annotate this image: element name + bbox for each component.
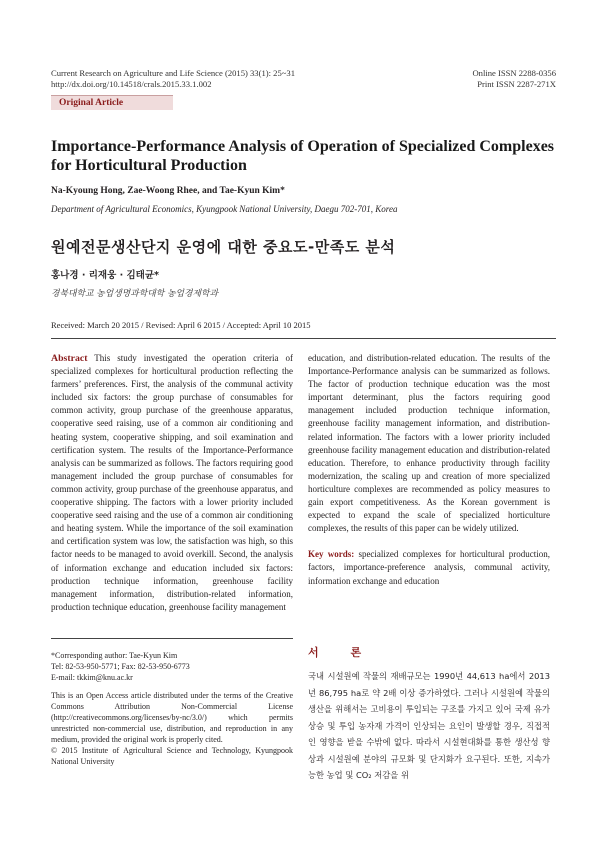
authors: Na-Kyoung Hong, Zae-Woong Rhee, and Tae-Kyun Kim* (51, 186, 285, 196)
doi-link[interactable]: http://dx.doi.org/10.14518/crals.2015.33.1.002 (51, 79, 212, 89)
korean-affiliation: 경북대학교 농업생명과학대학 농업경제학과 (51, 289, 219, 299)
license-block (51, 690, 293, 767)
abstract-label: Abstract (51, 353, 88, 364)
issn-online: Online ISSN 2288-0356 (472, 68, 556, 78)
paper-title: Importance-Performance Analysis of Operation of Specialized Complexes for Horticultural Production (51, 138, 555, 174)
submission-dates: Received: March 20 2015 / Revised: April 6 2015 / Accepted: April 10 2015 (51, 320, 311, 330)
article-type-badge: Original Article (51, 95, 173, 110)
abstract-continued-text: education, and distribution-related education. The results of the Importance-Performance analysis can be summarized as follows. The factor of production technique education was the most important determinant, plus the factors requiring good management included production technique information, greenhouse facility management information, and distribution-related information. The factors with a lower priority included greenhouse facility management education and distribution-related education. Therefore, to enhance productivity through facility modernization, the scaling up and creation of more specialized horticulture complexes are recommended as policy measures to gain export competitiveness. As the Korean government is expected to expand the scale of specialized horticulture complexes, the results of this paper can be widely utilized. (308, 353, 550, 534)
journal-citation: Current Research on Agriculture and Life Science (2015) 33(1): 25~31 (51, 68, 296, 78)
affiliation: Department of Agricultural Economics, Kyungpook National University, Daegu 702-701, Korea (51, 204, 398, 214)
license-text: This is an Open Access article distributed under the terms of the Creative Commons Attribution Non-Commercial License (http://creativecommons.org/licenses/by-nc/3.0/) which permits unrestricted non-commercial use, distribution, and reproduction in any medium, provided the original work is properly cited. (51, 691, 293, 744)
keywords-block (308, 548, 550, 587)
korean-title: 원예전문생산단지 운영에 대한 중요도-만족도 분석 (51, 238, 396, 256)
abstract-continued-block (308, 352, 550, 588)
corresponding-author-block (51, 650, 293, 683)
issn-print: Print ISSN 2287-271X (477, 79, 556, 89)
abstract-block (51, 352, 293, 614)
korean-authors: 홍나경 · 리재웅 · 김태균* (51, 270, 160, 281)
abstract-text: This study investigated the operation criteria of specialized complexes for horticultural production reflecting the farmers’ preferences. First, the analysis of the communal activity included six factors: the group purchase of consumables for common activity, group purchase of the greenhouse apparatus, cooperative seed raising, use of a common air conditioning and heating system, cooperative shipping, and soil examination and certification system. The results of the Importance-Performance analysis can be summarized as follows. The factors requiring good management included the group purchase of consumables for common activity, group purchase of the greenhouse apparatus, and cooperative shipping. The factors with a lower priority included cooperative seed raising and the use of a common air conditioning and heating system. While the importance of the soil examination and certification system was low, the satisfaction was high, so this factor needs to be managed to avoid overkill. Second, the analysis of information exchange and education included six factors: production technique information, greenhouse facility management information, distribution-related information, production technique education, greenhouse facility management (51, 353, 294, 612)
keywords-text: specialized complexes for horticultural production, factors, importance-preference analysis, communal activity, information exchange and education (308, 549, 550, 586)
divider (51, 338, 556, 339)
section-heading: 서 론 (308, 646, 376, 659)
introduction-text: 국내 시설원예 작물의 재배규모는 1990년 44,613 ha에서 2013년 86,795 ha로 약 2배 이상 증가하였다. 그러나 시설원예 작물의 생산을 위해서는 고비용이 투입되는 구조를 가지고 있어 국제 유가 상승 및 투입 농자재 가격이 인상되는 요인이 발생할 경우, 직접적인 영향을 받을 수밖에 없다. 따라서 시설현대화를 통한 생산성 향상과 시설원예 분야의 규모화 및 단지화가 요구된다. 또한, 지속가능한 농업 및 CO₂ 저감을 위 (308, 671, 550, 780)
copyright-text: © 2015 Institute of Agricultural Science and Technology, Kyungpook National University (51, 746, 293, 766)
email[interactable]: E-mail: tkkim@knu.ac.kr (51, 673, 133, 682)
keywords-label: Key words: (308, 549, 355, 560)
phone-fax: Tel: 82-53-950-5771; Fax: 82-53-950-6773 (51, 662, 190, 671)
footnote-divider (51, 638, 293, 639)
corresponding-author: *Corresponding author: Tae-Kyun Kim (51, 651, 178, 660)
